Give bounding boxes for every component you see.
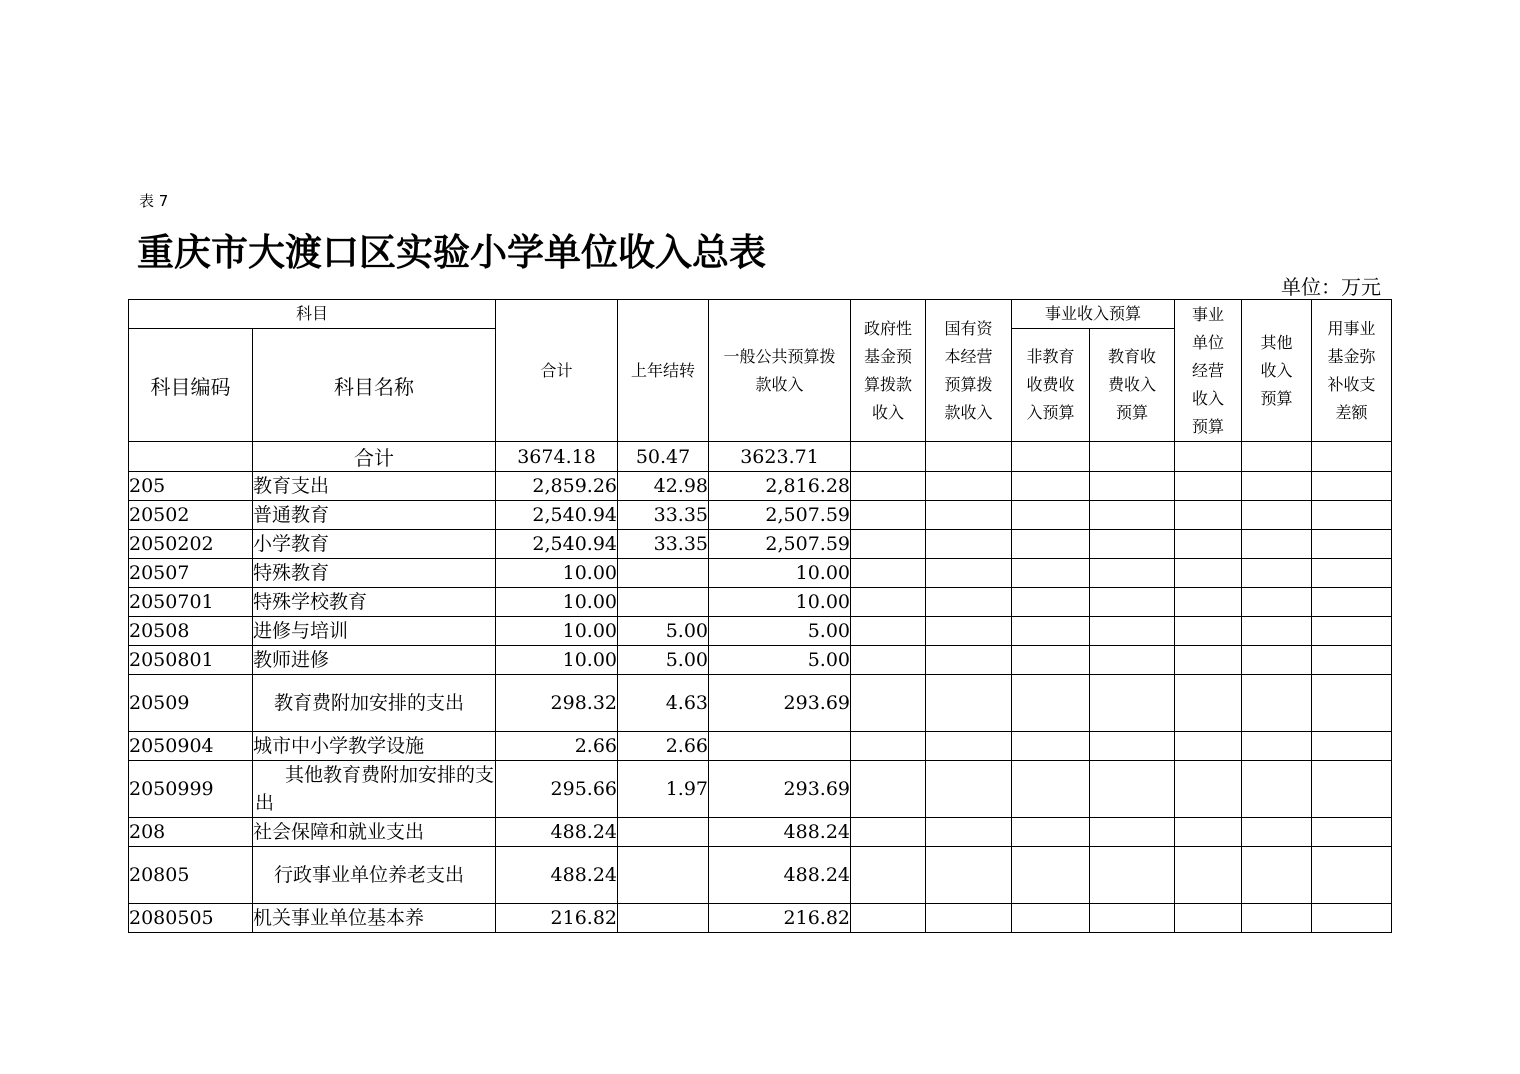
row-last-year: 5.00 (618, 617, 709, 646)
row-general: 10.00 (709, 588, 851, 617)
row-last-year: 4.63 (618, 675, 709, 732)
row-code: 2080505 (129, 904, 253, 933)
row-name: 普通教育 (253, 501, 496, 530)
row-name: 教育费附加安排的支出 (274, 692, 465, 714)
header-other-income: 其他收入预算 (1260, 332, 1293, 408)
header-unit-operation: 事业单位经营收入预算 (1192, 304, 1225, 436)
total-row (129, 442, 1392, 472)
row-general: 5.00 (709, 646, 851, 675)
row-code: 208 (129, 818, 253, 847)
row-total: 10.00 (496, 646, 618, 675)
row-general: 5.00 (709, 617, 851, 646)
total-value: 3674.18 (496, 442, 618, 472)
row-name: 特殊教育 (253, 559, 496, 588)
row-code: 20508 (129, 617, 253, 646)
row-last-year: 42.98 (618, 472, 709, 501)
row-name: 行政事业单位养老支出 (274, 864, 465, 886)
row-total: 2,859.26 (496, 472, 618, 501)
row-total: 10.00 (496, 559, 618, 588)
header-general-budget: 一般公共预算拨款收入 (723, 346, 836, 394)
row-general: 10.00 (709, 559, 851, 588)
row-code: 2050999 (129, 761, 253, 818)
table-row (129, 472, 1392, 501)
row-general: 2,816.28 (709, 472, 851, 501)
row-total: 298.32 (496, 675, 618, 732)
row-total: 10.00 (496, 588, 618, 617)
header-total: 合计 (496, 300, 618, 442)
header-last-year: 上年结转 (631, 360, 696, 380)
table-row (129, 675, 1392, 732)
row-last-year: 5.00 (618, 646, 709, 675)
income-summary-table (128, 299, 1392, 933)
row-total: 2.66 (496, 732, 618, 761)
row-code: 20507 (129, 559, 253, 588)
row-last-year: 33.35 (618, 530, 709, 559)
table-row (129, 588, 1392, 617)
row-total: 2,540.94 (496, 530, 618, 559)
row-last-year (618, 818, 709, 847)
row-total: 488.24 (496, 847, 618, 904)
total-label: 合计 (253, 442, 496, 472)
table-row (129, 761, 1392, 818)
row-last-year (618, 847, 709, 904)
row-general: 2,507.59 (709, 530, 851, 559)
header-subject: 科目 (129, 300, 496, 329)
row-total: 488.24 (496, 818, 618, 847)
row-last-year: 33.35 (618, 501, 709, 530)
row-name: 特殊学校教育 (253, 588, 496, 617)
table-row (129, 904, 1392, 933)
row-name: 社会保障和就业支出 (253, 818, 496, 847)
row-name: 小学教育 (253, 530, 496, 559)
row-general: 293.69 (709, 675, 851, 732)
header-fund-offset: 用事业基金弥补收支差额 (1327, 318, 1376, 422)
row-general: 293.69 (709, 761, 851, 818)
table-row (129, 530, 1392, 559)
row-code: 20502 (129, 501, 253, 530)
row-code: 2050202 (129, 530, 253, 559)
page-title: 重庆市大渡口区实验小学单位收入总表 (137, 231, 766, 274)
table-row (129, 732, 1392, 761)
unit-label: 单位：万元 (1281, 275, 1381, 299)
header-edu-fee: 教育收费收入预算 (1108, 347, 1157, 422)
row-code: 205 (129, 472, 253, 501)
row-name: 机关事业单位基本养 (253, 904, 496, 933)
row-last-year: 2.66 (618, 732, 709, 761)
row-total: 10.00 (496, 617, 618, 646)
row-last-year (618, 904, 709, 933)
row-code: 20805 (129, 847, 253, 904)
total-general: 3623.71 (709, 442, 851, 472)
row-name: 教师进修 (253, 646, 496, 675)
total-last-year: 50.47 (618, 442, 709, 472)
row-general: 216.82 (709, 904, 851, 933)
row-code: 2050801 (129, 646, 253, 675)
row-last-year: 1.97 (618, 761, 709, 818)
header-business-income: 事业收入预算 (1012, 300, 1175, 329)
row-general: 2,507.59 (709, 501, 851, 530)
row-general: 488.24 (709, 818, 851, 847)
row-name: 进修与培训 (253, 617, 496, 646)
row-general: 488.24 (709, 847, 851, 904)
row-code: 20509 (129, 675, 253, 732)
row-general (709, 732, 851, 761)
table-row (129, 847, 1392, 904)
table-row (129, 559, 1392, 588)
row-total: 2,540.94 (496, 501, 618, 530)
table-row (129, 617, 1392, 646)
row-total: 216.82 (496, 904, 618, 933)
table-number: 表 7 (139, 192, 169, 210)
header-name: 科目名称 (253, 329, 496, 442)
row-total: 295.66 (496, 761, 618, 818)
table-row (129, 818, 1392, 847)
row-name: 城市中小学教学设施 (253, 732, 496, 761)
row-code: 2050904 (129, 732, 253, 761)
row-name: 其他教育费附加安排的支出 (255, 764, 495, 814)
table-row (129, 501, 1392, 530)
row-last-year (618, 588, 709, 617)
header-gov-fund: 政府性基金预算拨款收入 (864, 318, 913, 422)
header-code: 科目编码 (129, 329, 253, 442)
table-row (129, 646, 1392, 675)
row-code: 2050701 (129, 588, 253, 617)
header-state-capital: 国有资本经营预算拨款收入 (944, 318, 993, 422)
row-name: 教育支出 (253, 472, 496, 501)
row-last-year (618, 559, 709, 588)
header-non-edu-fee: 非教育收费收入预算 (1026, 347, 1075, 422)
